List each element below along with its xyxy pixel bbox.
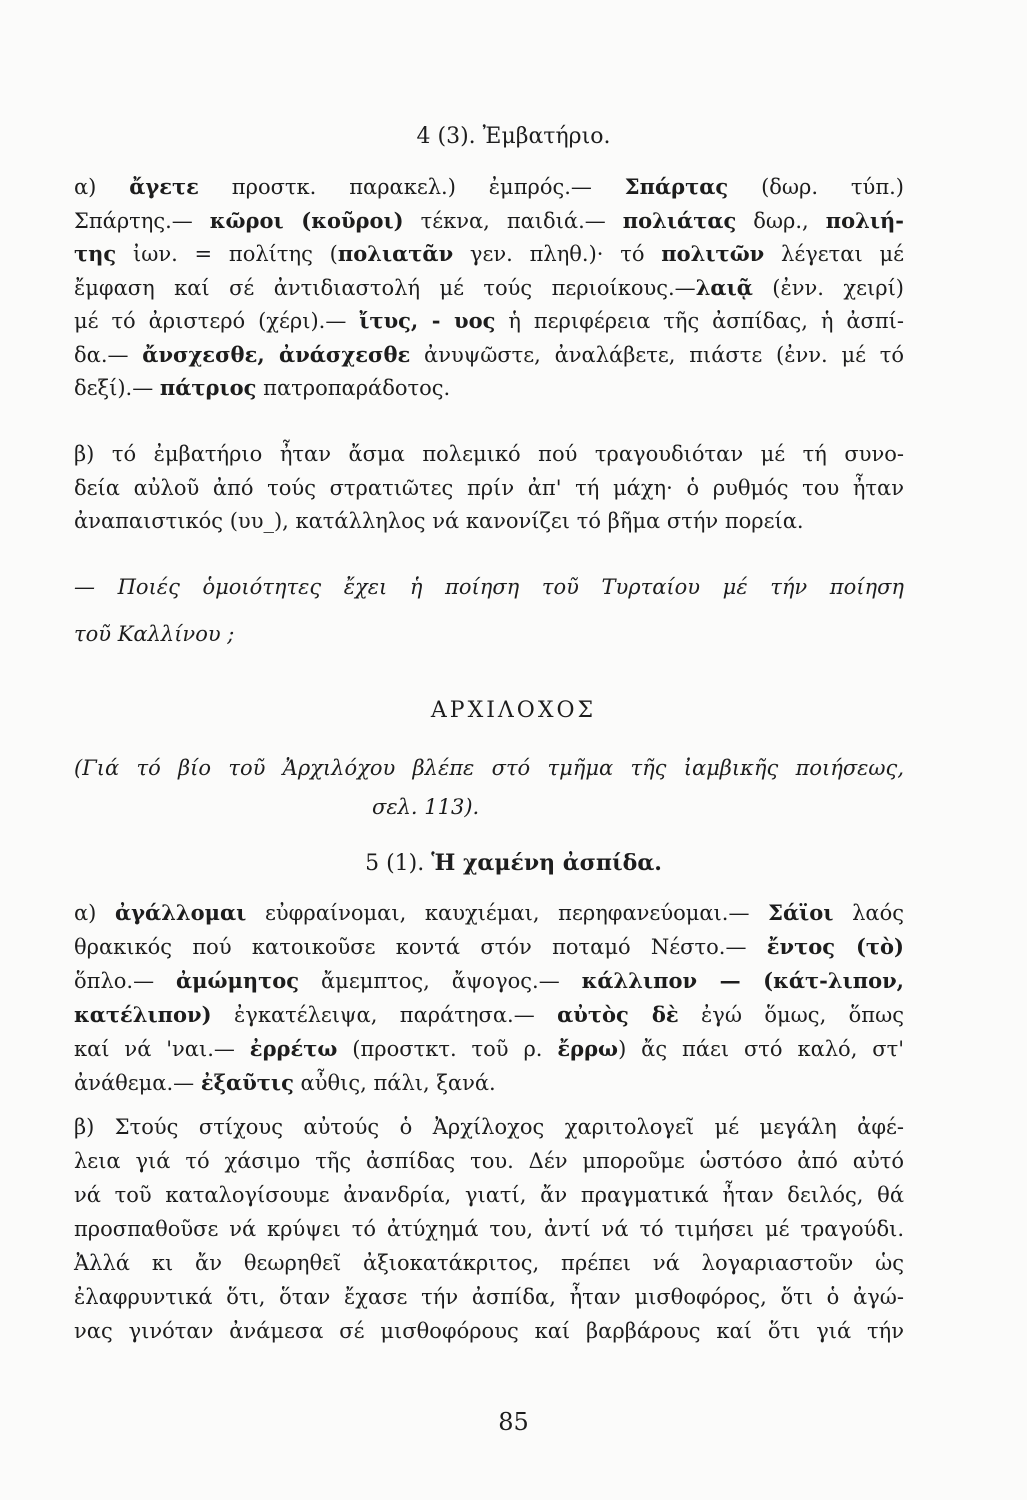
glossary-line: δα.— ἄνσχεσθε, ἀνάσχεσθε ἀνυψῶστε, ἀναλάβετε, πιάστε (ἐνν. μέ τό <box>74 341 904 367</box>
glossary-line: ὅπλο.— ἀμώμητος ἄμεμπτος, ἄψογος.— κάλλιπον — (κάτ-λιπον, <box>74 968 904 993</box>
glossary-line: θρακικός πού κατοικοῦσε κοντά στόν ποταμό Νέστο.— ἔντος (τὸ) <box>74 934 904 959</box>
glossary-line: καί νά 'ναι.— ἐρρέτω (προστκτ. τοῦ ρ. ἔρρω) ἄς πάει στό καλό, στ' <box>74 1036 904 1061</box>
page-number: 85 <box>498 1408 529 1436</box>
commentary-line: νας γινόταν ἀνάμεσα σέ μισθοφόρους καί βαρβάρους καί ὅτι γιά τήν <box>74 1319 904 1343</box>
glossary-line: δεξί).— πάτριος πατροπαράδοτος. <box>74 375 451 400</box>
glossary-line: ἀνάθεμα.— ἐξαῦτις αὖθις, πάλι, ξανά. <box>74 1070 496 1095</box>
commentary-line: β) Στούς στίχους αὐτούς ὁ Ἀρχίλοχος χαριτολογεῖ μέ μεγάλη ἀφέ- <box>74 1115 904 1139</box>
commentary-line: προσπαθοῦσε νά κρύψει τό ἀτύχημά του, ἀντί νά τό τιμήσει μέ τραγούδι. <box>74 1217 904 1241</box>
commentary-line: β) τό ἐμβατήριο ἦταν ἄσμα πολεμικό πού τραγουδιόταν μέ τή συνο- <box>74 442 904 466</box>
commentary-line: ἐλαφρυντικά ὅτι, ὅταν ἔχασε τήν ἀσπίδα, ἦταν μισθοφόρος, ὅτι ὁ ἀγώ- <box>74 1285 904 1309</box>
commentary-line: λεια γιά τό χάσιμο τῆς ἀσπίδας του. Δέν μποροῦμε ὡστόσο ἀπό αὐτό <box>74 1149 904 1173</box>
commentary-line: ἀναπαιστικός (υυ_), κατάλληλος νά κανονίζει τό βῆμα στήν πορεία. <box>74 509 804 533</box>
section-5-heading: 5 (1). Ἡ χαμένη ἀσπίδα. <box>365 850 662 876</box>
note-line: σελ. 113). <box>372 795 480 819</box>
glossary-line: της ἰων. = πολίτης (πολιατᾶν γεν. πληθ.)· τό πολιτῶν λέγεται μέ <box>74 241 905 266</box>
note-line: (Γιά τό βίο τοῦ Ἀρχιλόχου βλέπε στό τμῆμα τῆς ἰαμβικῆς ποιήσεως, <box>74 756 904 780</box>
glossary-line: α) ἀγάλλομαι εὐφραίνομαι, καυχιέμαι, περηφανεύομαι.— Σάϊοι λαός <box>74 900 904 925</box>
glossary-line: α) ἄγετε προστκ. παρακελ.) ἐμπρός.— Σπάρτας (δωρ. τύπ.) <box>74 174 904 199</box>
commentary-line: δεία αὐλοῦ ἀπό τούς στρατιῶτες πρίν ἀπ' τή μάχη· ὁ ρυθμός του ἦταν <box>74 475 904 500</box>
question-line: τοῦ Καλλίνου ; <box>74 622 235 646</box>
glossary-line: Σπάρτης.— κῶροι (κοῦροι) τέκνα, παιδιά.— πολιάτας δωρ., πολιή- <box>74 207 904 233</box>
author-heading: ΑΡΧΙΛΟΧΟΣ <box>430 698 597 723</box>
commentary-line: νά τοῦ καταλογίσουμε ἀνανδρία, γιατί, ἄν πραγματικά ἦταν δειλός, θά <box>74 1183 904 1207</box>
question-line: — Ποιές ὁμοιότητες ἔχει ἡ ποίηση τοῦ Τυρταίου μέ τήν ποίηση <box>74 575 904 599</box>
section-4-heading: 4 (3). Ἐμβατήριο. <box>416 124 611 149</box>
glossary-line: κατέλιπον) ἐγκατέλειψα, παράτησα.— αὐτὸς δὲ ἐγώ ὅμως, ὅπως <box>74 1002 904 1027</box>
commentary-line: Ἀλλά κι ἄν θεωρηθεῖ ἀξιοκατάκριτος, πρέπει νά λογαριαστοῦν ὡς <box>74 1251 904 1275</box>
glossary-line: ἔμφαση καί σέ ἀντιδιαστολή μέ τούς περιοίκους.—λαιᾷ (ἐνν. χειρί) <box>74 274 904 300</box>
glossary-line: μέ τό ἀριστερό (χέρι).— ἴτυς, - υος ἡ περιφέρεια τῆς ἀσπίδας, ἡ ἀσπί- <box>74 308 904 333</box>
